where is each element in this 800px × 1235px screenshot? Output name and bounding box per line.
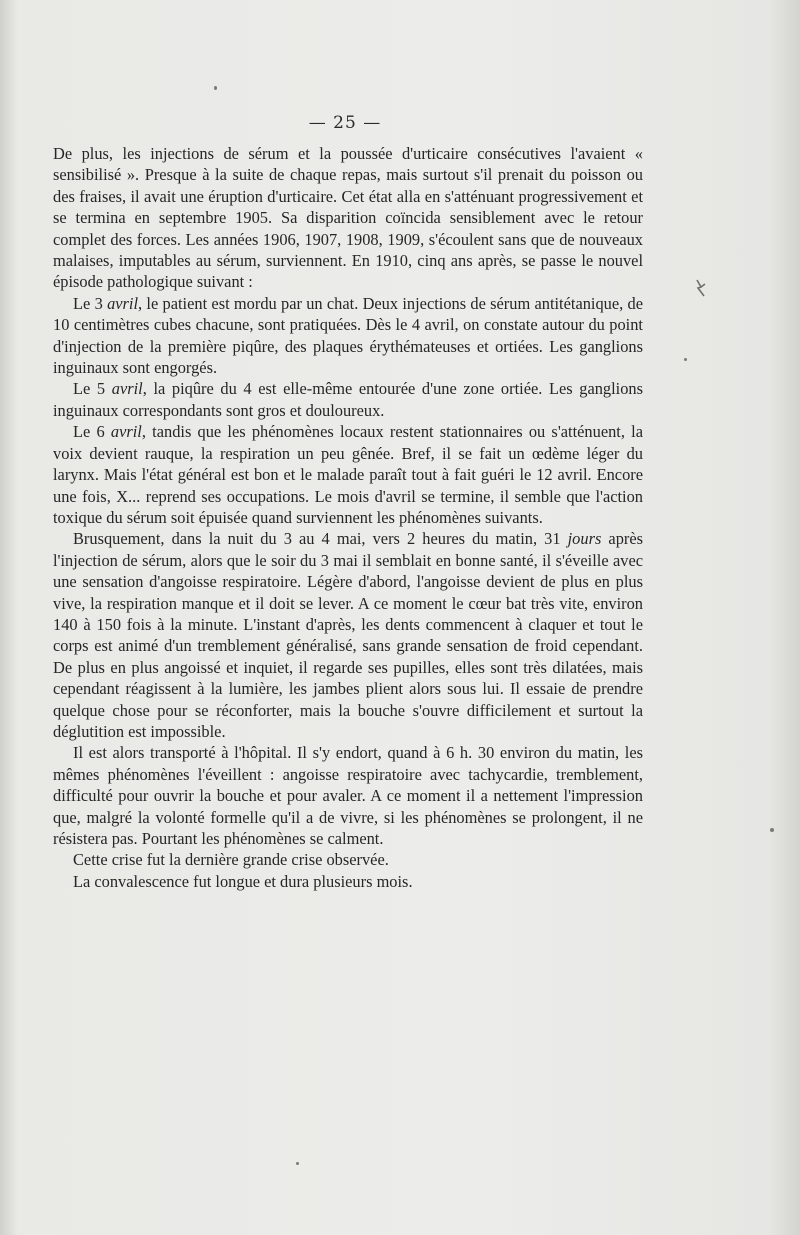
paragraph-5-lead: Brusquement, dans la nuit du 3 au 4 mai, vers 2 heures du matin, 31 — [73, 529, 568, 549]
paragraph-5-text: après l'injection de sérum, alors que le soir du 3 mai il semblait en bonne santé, il s'éveille avec une sensation d'angoisse respiratoire. Légère d'abord, l'angoisse devient de plus en plus vive, la respiration manque et il doit se lever. A ce moment le cœur bat très vite, environ 140 à 150 fois à la minute. L'instant d'après, les dents commencent à claquer et tout le corps est animé d'un tremblement généralisé, sans grande sensation de froid cependant. De plus en plus angoissé et inquiet, il regarde ses pupilles, elles sont très dilatées, mais cependant réagissent à la lumière, les jambes plient alors sous lui. Il essaie de prendre quelque chose pour se réconforter, mais la bouche s'ouvre difficilement et surtout la déglutition est impossible. — [53, 529, 643, 741]
paragraph-3 — [53, 378, 643, 421]
paragraph-3-text: , la piqûre du 4 est elle-même entourée d'une zone ortiée. Les ganglions inguinaux correspondants sont gros et douloureux. — [53, 379, 643, 420]
paragraph-7: Cette crise fut la dernière grande crise observée. — [73, 850, 389, 870]
paragraph-2-lead: Le 3 — [73, 293, 108, 313]
margin-mark-icon — [694, 278, 708, 298]
page-number: — 25 — — [308, 113, 382, 133]
scan-speck — [684, 358, 687, 361]
paragraph-3-italic: avril — [111, 379, 143, 399]
paragraph-8: La convalescence fut longue et dura plusieurs mois. — [73, 871, 413, 891]
paragraph-6: Il est alors transporté à l'hôpital. Il s'y endort, quand à 6 h. 30 environ du matin, les mêmes phénomènes l'éveillent : angoisse respiratoire avec tachycardie, tremblement, difficulté pour ouvrir la bouche et pour avaler. A ce moment il a nettement l'impression que, malgré la volonté formelle qu'il a de vivre, si les phénomènes se prolongent, il ne résistera pas. Pourtant les phénomènes se calment. — [53, 743, 643, 848]
paragraph-4-lead: Le 6 — [73, 422, 111, 442]
paragraph-3-lead: Le 5 — [73, 379, 112, 399]
paragraph-2-text: , le patient est mordu par un chat. Deux injections de sérum antitétanique, de 10 centimètres cubes chacune, sont pratiquées. Dès le 4 avril, on constate autour du point d'injection de la première piqûre, des plaques érythémateuses et ortiées. Les ganglions inguinaux sont engorgés. — [53, 293, 643, 378]
paragraph-4-text: , tandis que les phénomènes locaux restent stationnaires ou s'atténuent, la voix devient rauque, la respiration un peu gênée. Bref, il se fait un œdème léger du larynx. Mais l'état général est bon et le malade paraît tout à fait guéri le 12 avril. Encore une fois, X... reprend ses occupations. Le mois d'avril se termine, il semble que l'action toxique du sérum soit épuisée quand surviennent les phénomènes suivants. — [53, 422, 643, 527]
scan-speck — [296, 1162, 299, 1165]
body-text — [53, 143, 643, 892]
paragraph-4-italic: avril — [110, 422, 142, 442]
paragraph-2 — [53, 293, 643, 379]
paragraph-5 — [53, 528, 643, 742]
scan-speck — [214, 86, 217, 90]
paragraph-2-italic: avril — [107, 293, 139, 313]
paragraph-1: De plus, les injections de sérum et la poussée d'urticaire consécutives l'avaient « sensibilisé ». Presque à la suite de chaque repas, mais surtout s'il prenait du poisson ou des fraises, il avait une éruption d'urticaire. Cet état alla en s'atténuant progressivement et se termina en septembre 1905. Sa disparition coïncida sensiblement avec le retour complet des forces. Les années 1906, 1907, 1908, 1909, s'écoulent sans que de nouveaux malaises, imputables au sérum, surviennent. En 1910, cinq ans après, se passe le nouvel épisode pathologique suivant : — [53, 144, 643, 292]
paragraph-4 — [53, 421, 643, 528]
paragraph-5-italic: jours — [567, 529, 602, 549]
scan-speck — [770, 828, 774, 832]
